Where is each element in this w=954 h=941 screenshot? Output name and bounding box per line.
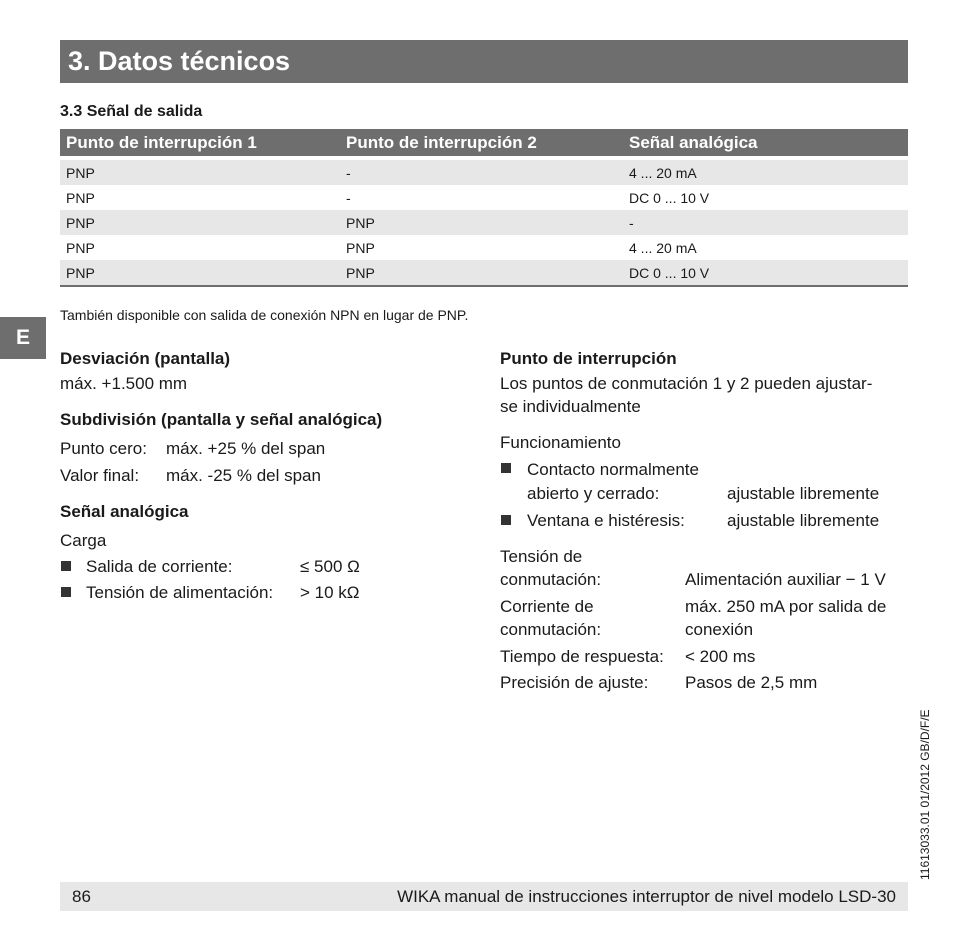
response-time-label: Tiempo de respuesta: [500,647,664,666]
manual-title: WIKA manual de instrucciones interruptor de nivel modelo LSD-30 [397,886,896,906]
output-signal-table [60,129,908,287]
window-hysteresis-label: Ventana e histéresis: [527,511,685,530]
header-switch-point-1: Punto de interrupción 1 [66,132,257,152]
section-title: 3. Datos técnicos [60,40,908,83]
current-output-label: Salida de corriente: [86,557,233,576]
deviation-heading: Desviación (pantalla) [60,349,231,368]
bullet-square-icon [61,587,71,597]
switching-voltage-value: Alimentación auxiliar − 1 V [685,570,886,589]
switch-point-intro-line2: se individualmente [500,397,641,416]
table-cell: PNP [66,264,95,281]
switching-voltage-label-line2: conmutación: [500,570,602,589]
header-switch-point-2: Punto de interrupción 2 [346,132,537,152]
analog-signal-heading: Señal analógica [60,502,189,521]
switching-voltage-label-line1: Tensión de [500,547,583,566]
table-cell: PNP [346,264,375,281]
current-output-value: ≤ 500 Ω [300,557,360,576]
supply-voltage-value: > 10 kΩ [300,583,360,602]
function-label: Funcionamiento [500,433,621,452]
table-cell: PNP [346,239,375,256]
deviation-value: máx. +1.500 mm [60,374,188,393]
final-value-value: máx. -25 % del span [166,466,321,485]
contact-type-line2: abierto y cerrado: [527,484,660,503]
supply-voltage-label: Tensión de alimentación: [86,583,274,602]
switching-current-label-line1: Corriente de [500,597,594,616]
npn-note: También disponible con salida de conexión NPN en lugar de PNP. [60,307,469,323]
subdivision-heading: Subdivisión (pantalla y señal analógica) [60,410,383,429]
table-bottom-rule [60,285,908,287]
table-row [60,210,908,235]
subsection-title: 3.3 Señal de salida [60,103,203,120]
table-cell: DC 0 ... 10 V [629,189,710,206]
load-label: Carga [60,531,107,550]
table-row [60,235,908,260]
bullet-square-icon [501,463,511,473]
switching-current-value-line2: conexión [685,620,754,639]
table-cell: - [346,164,351,181]
response-time-value: < 200 ms [685,647,756,666]
final-value-label: Valor final: [60,466,140,485]
table-row [60,160,908,185]
table-cell: 4 ... 20 mA [629,239,697,256]
table-cell: 4 ... 20 mA [629,164,697,181]
contact-type-value: ajustable libremente [727,484,880,503]
header-analog-signal: Señal analógica [629,132,758,152]
setting-accuracy-value: Pasos de 2,5 mm [685,673,818,692]
bullet-square-icon [61,561,71,571]
switching-current-label-line2: conmutación: [500,620,602,639]
zero-point-label: Punto cero: [60,439,147,458]
document-code: 11613033.01 01/2012 GB/D/F/E [918,709,932,880]
page-number: 86 [72,886,91,906]
table-cell: PNP [66,239,95,256]
zero-point-value: máx. +25 % del span [166,439,326,458]
contact-type-line1: Contacto normalmente [527,460,699,479]
table-row [60,185,908,210]
page-footer [60,882,908,911]
table-cell: DC 0 ... 10 V [629,264,710,281]
table-cell: PNP [346,214,375,231]
table-cell: PNP [66,164,95,181]
table-row [60,260,908,285]
language-tab: E [0,317,46,359]
window-hysteresis-value: ajustable libremente [727,511,880,530]
table-cell: PNP [66,189,95,206]
table-cell: PNP [66,214,95,231]
table-cell: - [346,189,351,206]
setting-accuracy-label: Precisión de ajuste: [500,673,649,692]
table-cell: - [629,214,634,231]
table-header [60,129,908,156]
switching-current-value-line1: máx. 250 mA por salida de [685,597,887,616]
switch-point-intro-line1: Los puntos de conmutación 1 y 2 pueden ajustar- [500,374,873,393]
switch-point-heading: Punto de interrupción [500,349,677,368]
bullet-square-icon [501,515,511,525]
